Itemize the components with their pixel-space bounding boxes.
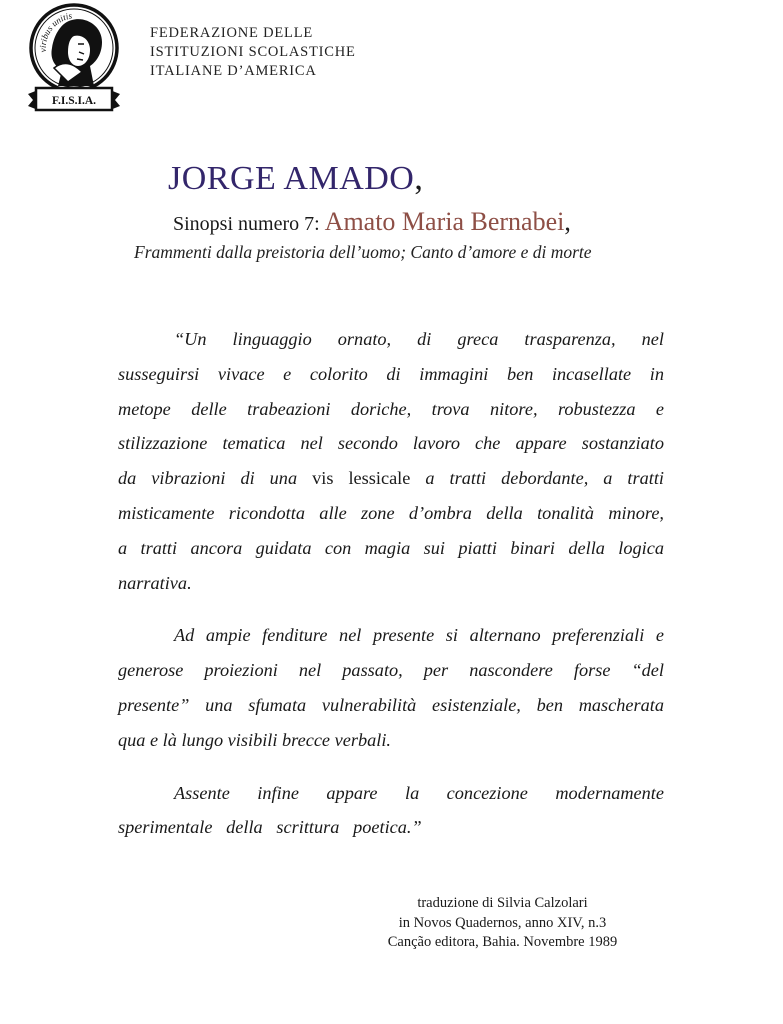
body-line: Assente infine appare la concezione modernamente (174, 782, 664, 803)
subtitle-comma: , (564, 207, 571, 236)
body-term-roman: vis lessicale (312, 468, 411, 489)
body-line: a tratti ancora guidata con magia sui piatti binari della logica (118, 537, 664, 558)
subtitle (173, 207, 571, 237)
title-comma: , (414, 160, 424, 197)
org-line: FEDERAZIONE DELLE (150, 25, 314, 41)
body-line: metope delle trabeazioni doriche, trova nitore, robustezza e (118, 398, 664, 419)
body-line: Ad ampie fenditure nel presente si alternano preferenziali e (174, 625, 664, 646)
translation-credits (340, 894, 665, 953)
credit-line: Canção editora, Bahia. Novembre 1989 (387, 934, 618, 950)
credit-line: traduzione di Silvia Calzolari (417, 895, 588, 911)
body-line: misticamente ricondotta alle zone d’ombra della tonalità minore, (118, 502, 664, 523)
logo-motto: viribus unitis (37, 10, 73, 53)
body-line-mixed (118, 461, 664, 496)
author-name: Amato Maria Bernabei (324, 207, 565, 236)
body-line: narrativa. (118, 572, 192, 593)
body-line: presente” una sfumata vulnerabilità esistenziale, ben mascherata (118, 694, 664, 715)
page-title (168, 160, 423, 198)
logo-acronym: F.I.S.I.A. (52, 95, 96, 107)
subtitle-label: Sinopsi numero 7: (173, 213, 325, 235)
body-text: a tratti debordante, a tratti (410, 468, 664, 489)
works-titles: Frammenti dalla preistoria dell’uomo; Canto d’amore e di morte (134, 242, 592, 262)
credit-line: in Novos Quadernos, anno XIV, n.3 (398, 914, 607, 931)
org-line: ISTITUZIONI SCOLASTICHE (150, 44, 356, 60)
body-line: stilizzazione tematica nel secondo lavoro che appare sostanziato (118, 433, 664, 454)
title-name: JORGE AMADO (168, 160, 415, 197)
body-line: “Un linguaggio ornato, di greca trasparenza, nel (174, 329, 664, 349)
body-line: sperimentale della scrittura poetica.” (118, 817, 422, 838)
body-line: generose proiezioni nel passato, per nascondere forse “del (118, 660, 664, 681)
body-line: susseguirsi vivace e colorito di immagini ben incasellate in (118, 363, 664, 384)
body-line: qua e là lungo visibili brecce verbali. (118, 729, 391, 750)
quotation-body (118, 322, 664, 845)
organization-name (150, 24, 356, 81)
fisia-logo (24, 2, 124, 116)
org-line: ITALIANE D’AMERICA (150, 63, 317, 79)
body-text: da vibrazioni di una (118, 468, 313, 489)
